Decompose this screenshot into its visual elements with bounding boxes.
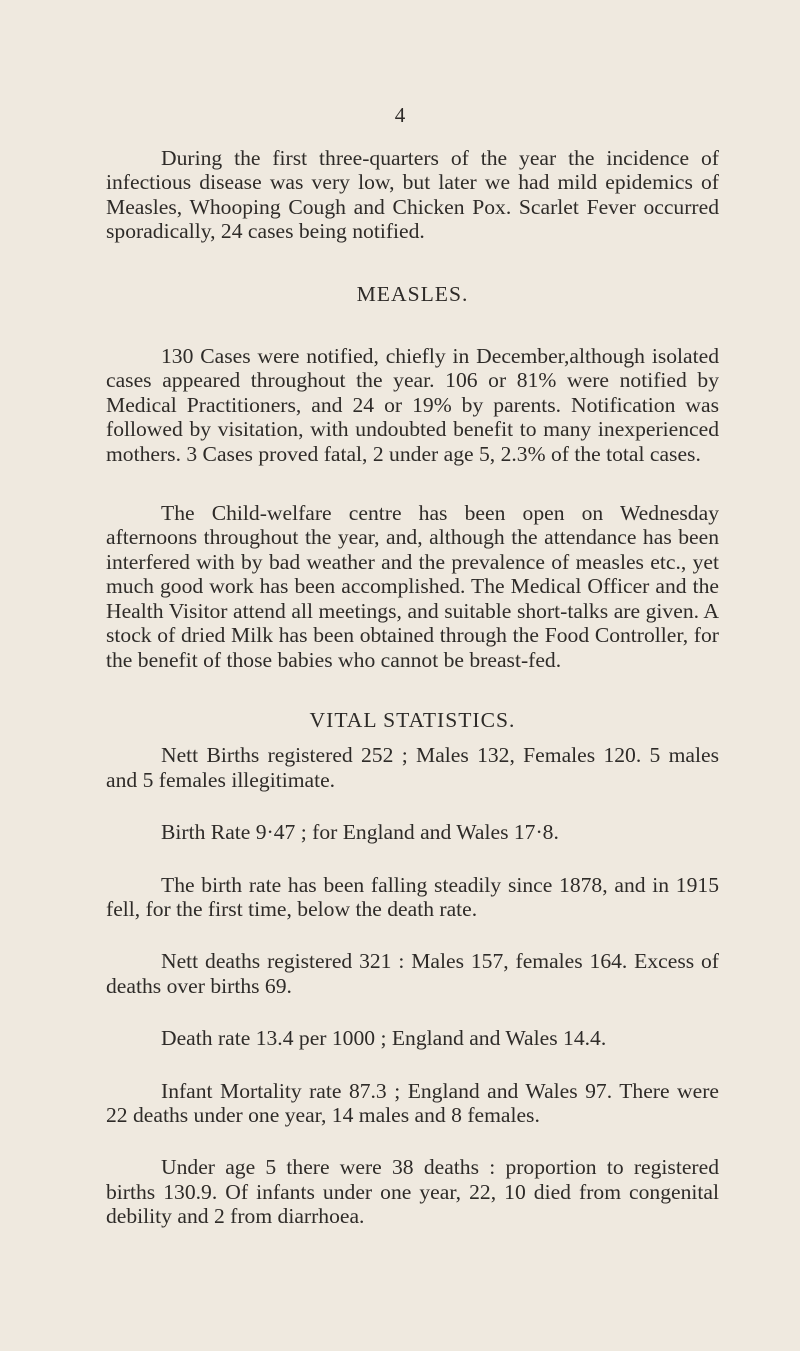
measles-heading: MEASLES. <box>356 281 469 306</box>
measles-paragraph: 130 Cases were notified, chiefly in December,although isolated cases appeared throughout the year. 106 or 81% were notified by Medical Practitioners, and 24 or 19% by parents. Notification was followed by visitation, with undoubted benefit to many inexperienced mothers. 3 Cases proved fatal, 2 under age 5, 2.3% of the total cases. <box>106 344 719 466</box>
infant-mortality-paragraph: Infant Mortality rate 87.3 ; England and Wales 97. There were 22 deaths under one year, 14 males and 8 females. <box>106 1078 719 1127</box>
document-body <box>106 146 719 1229</box>
deaths-paragraph: Nett deaths registered 321 : Males 157, females 164. Excess of deaths over births 69. <box>106 949 719 998</box>
birth-trend-paragraph: The birth rate has been falling steadily since 1878, and in 1915 fell, for the first time, below the death rate. <box>106 872 719 921</box>
births-paragraph: Nett Births registered 252 ; Males 132, Females 120. 5 males and 5 females illegitimate. <box>106 743 719 792</box>
under-five-paragraph: Under age 5 there were 38 deaths : proportion to registered births 130.9. Of infants under one year, 22, 10 died from congenital debility and 2 from diarrhoea. <box>106 1155 719 1229</box>
vital-statistics-heading: VITAL STATISTICS. <box>309 707 516 732</box>
child-welfare-paragraph: The Child-welfare centre has been open on Wednesday afternoons throughout the year, and, although the attendance has been interfered with by bad weather and the prevalence of measles etc., yet much good work has been accomplished. The Medical Officer and the Health Visitor attend all meetings, and suitable short-talks are given. A stock of dried Milk has been obtained through the Food Controller, for the benefit of those babies who cannot be breast-fed. <box>106 501 719 672</box>
birth-rate-paragraph: Birth Rate 9·47 ; for England and Wales 17·8. <box>161 820 559 845</box>
death-rate-paragraph: Death rate 13.4 per 1000 ; England and Wales 14.4. <box>161 1026 607 1051</box>
intro-paragraph: During the first three-quarters of the year the incidence of infectious disease was very low, but later we had mild epidemics of Measles, Whooping Cough and Chicken Pox. Scarlet Fever occurred sporadically, 24 cases being notified. <box>106 146 719 244</box>
page-number: 4 <box>394 103 406 127</box>
